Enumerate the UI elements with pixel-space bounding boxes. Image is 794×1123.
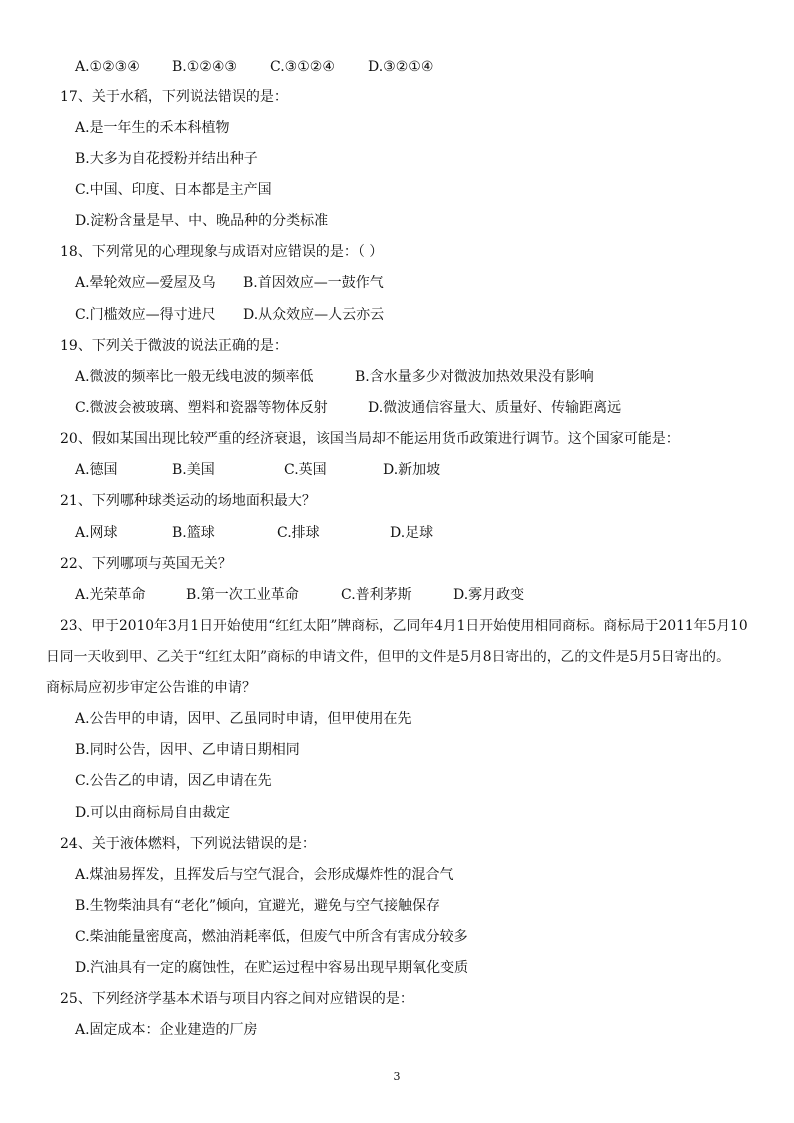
option-a: A.①②③④ — [75, 59, 140, 75]
question-19-option-a: A.微波的频率比一般无线电波的频率低 — [75, 369, 314, 385]
question-24-option-b: B.生物柴油具有“老化”倾向，宜避光，避免与空气接触保存 — [75, 898, 441, 914]
question-19-option-c: C.微波会被玻璃、塑料和瓷器等物体反射 — [75, 400, 328, 416]
question-19-option-b: B.含水量多少对微波加热效果没有影响 — [355, 369, 594, 385]
question-23-stem-line-1: 23、甲于2010年3月1日开始使用“红红太阳”牌商标，乙同年4月1日开始使用相同商标。商标局于2011年5月10 — [60, 618, 748, 634]
question-24-stem: 24、关于液体燃料，下列说法错误的是： — [60, 836, 316, 852]
question-17-option-b: B.大多为自花授粉并结出种子 — [75, 151, 258, 167]
question-22-option-c: C.普利茅斯 — [341, 587, 412, 603]
question-20-option-a: A.德国 — [75, 462, 118, 478]
question-23-stem-line-2: 日同一天收到甲、乙关于“红红太阳”商标的申请文件，但甲的文件是5月8日寄出的，乙的文件是5月5日寄出的。 — [46, 649, 730, 665]
question-20-option-c: C.英国 — [284, 462, 327, 478]
question-22-option-a: A.光荣革命 — [75, 587, 146, 603]
question-23-option-a: A.公告甲的申请，因甲、乙虽同时申请，但甲使用在先 — [75, 711, 412, 727]
question-22-option-b: B.第一次工业革命 — [186, 587, 299, 603]
page-number: 3 — [393, 1070, 401, 1083]
question-20-option-d: D.新加坡 — [383, 462, 441, 478]
option-d: D.③②①④ — [368, 59, 434, 75]
question-22-option-d: D.雾月政变 — [453, 587, 525, 603]
question-22-stem: 22、下列哪项与英国无关？ — [60, 556, 232, 572]
question-25-option-a: A.固定成本：企业建造的厂房 — [75, 1022, 258, 1038]
question-17-option-d: D.淀粉含量是早、中、晚品种的分类标准 — [75, 213, 329, 229]
question-25-stem: 25、下列经济学基本术语与项目内容之间对应错误的是： — [60, 991, 414, 1007]
option-b: B.①②④③ — [172, 59, 237, 75]
question-18-option-d: D.从众效应—人云亦云 — [243, 307, 385, 323]
option-c: C.③①②④ — [270, 59, 335, 75]
question-18-option-a: A.晕轮效应—爱屋及乌 — [75, 275, 216, 291]
question-19-option-d: D.微波通信容量大、质量好、传输距离远 — [368, 400, 622, 416]
question-23-option-d: D.可以由商标局自由裁定 — [75, 805, 231, 821]
question-18-option-c: C.门槛效应—得寸进尺 — [75, 307, 216, 323]
question-21-stem: 21、下列哪种球类运动的场地面积最大？ — [60, 493, 316, 509]
question-17-option-a: A.是一年生的禾本科植物 — [75, 120, 230, 136]
question-21-option-c: C.排球 — [277, 525, 320, 541]
question-23-option-b: B.同时公告，因甲、乙申请日期相同 — [75, 742, 300, 758]
question-21-option-b: B.篮球 — [172, 525, 215, 541]
question-23-option-c: C.公告乙的申请，因乙申请在先 — [75, 773, 272, 789]
question-18-stem: 18、下列常见的心理现象与成语对应错误的是：（ ） — [60, 244, 384, 260]
question-21-option-d: D.足球 — [390, 525, 434, 541]
question-20-stem: 20、假如某国出现比较严重的经济衰退，该国当局却不能运用货币政策进行调节。这个国家可能是： — [60, 431, 680, 447]
question-23-stem-line-3: 商标局应初步审定公告谁的申请？ — [46, 680, 256, 696]
question-20-option-b: B.美国 — [172, 462, 215, 478]
question-24-option-a: A.煤油易挥发，且挥发后与空气混合，会形成爆炸性的混合气 — [75, 867, 454, 883]
question-17-option-c: C.中国、印度、日本都是主产国 — [75, 182, 272, 198]
question-17-stem: 17、关于水稻，下列说法错误的是： — [60, 89, 288, 105]
question-21-option-a: A.网球 — [75, 525, 118, 541]
question-19-stem: 19、下列关于微波的说法正确的是： — [60, 338, 288, 354]
question-24-option-c: C.柴油能量密度高，燃油消耗率低，但废气中所含有害成分较多 — [75, 929, 468, 945]
question-18-option-b: B.首因效应—一鼓作气 — [243, 275, 384, 291]
question-24-option-d: D.汽油具有一定的腐蚀性，在贮运过程中容易出现早期氧化变质 — [75, 960, 469, 976]
